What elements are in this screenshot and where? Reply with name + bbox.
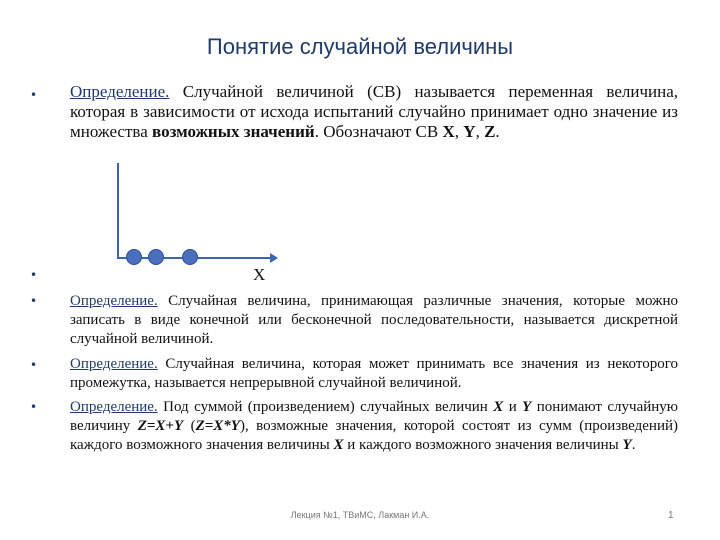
possible-values-bold: возможных значений [152,122,315,141]
value-point [126,249,142,265]
axis-arrow-icon [270,253,278,263]
vertical-axis [117,163,119,259]
slide-footer: Лекция №1, ТВиМС, Лакман И.А. [290,510,430,520]
sum-text: и [503,399,523,415]
discrete-text: Случайная величина, принимающая различные значения, которые можно записать в виде конечной или бесконечной последовательности, называется дискретной случайной величиной. [70,293,678,347]
var-x: X [493,399,504,415]
formula-sum: Z=X+Y [137,417,184,434]
period: . [631,436,636,453]
continuous-text: Случайная величина, которая может принимать все значения из некоторого промежутка, называется непрерывной случайной величиной. [70,356,678,391]
definition-text: Случайной величиной (СВ) называется переменная величина, которая в зависимости от исхода испытаний случайно принимает одно значение из множества [70,82,678,141]
comma: , [475,122,485,141]
period: . [495,122,500,141]
bullet-empty: • [30,268,38,282]
definition-random-variable [70,82,678,142]
notation-text: . Обозначают СВ [314,122,443,141]
var-x: X [442,122,455,141]
bullet-2: • [30,294,38,308]
formula-product: Z=X*Y [195,417,240,434]
sum-text: понимают случайную величину [70,399,678,434]
var-y: Y [463,122,476,141]
value-point [148,249,164,265]
var-x: X [333,436,344,453]
definition-label: Определение. [70,293,158,309]
definition-continuous [70,355,678,393]
definition-sum-product [70,398,678,454]
sum-text: ( [183,417,196,434]
axis-x-label: X [253,265,266,284]
sum-text: ), возможные значения, которой состоят из сумм (произведений) каждого возможного значения величины [70,417,679,453]
value-point [182,249,198,265]
comma: , [454,122,464,141]
definition-label: Определение. [70,399,158,415]
bullet-1: • [30,88,38,102]
bullet-3: • [30,358,38,372]
var-y: Y [522,399,532,415]
definition-label: Определение. [70,356,158,372]
sum-text: Под суммой (произведением) случайных величин [157,399,494,415]
definition-discrete [70,292,678,348]
var-z: Z [484,122,496,141]
slide-title: Понятие случайной величины [206,34,514,59]
var-y: Y [622,436,632,453]
definition-label: Определение. [70,82,170,101]
page-number: 1 [668,510,674,521]
bullet-4: • [30,400,38,414]
sum-text: и каждого возможного значения величины [343,436,623,453]
